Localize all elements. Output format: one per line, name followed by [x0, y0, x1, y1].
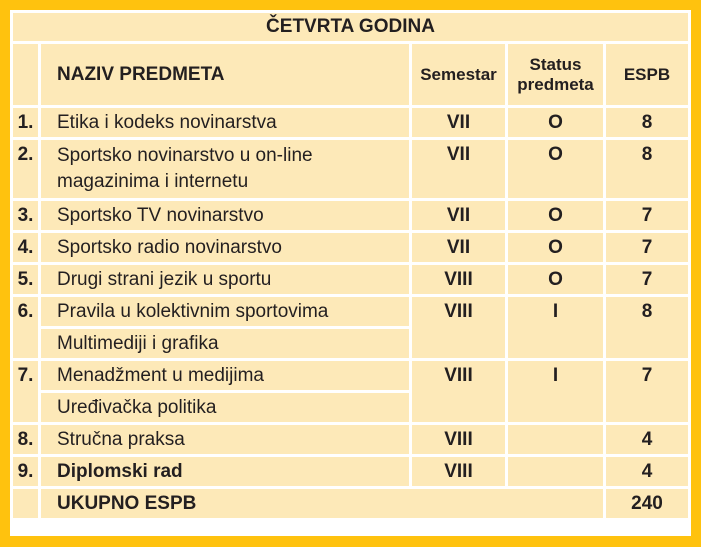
table-row	[13, 265, 688, 294]
table-row	[13, 457, 688, 486]
status-value	[508, 457, 603, 486]
header-status	[508, 44, 603, 105]
total-value: 240	[606, 489, 688, 518]
status-value: O	[508, 233, 603, 262]
subject-name: Drugi strani jezik u sportu	[41, 265, 409, 294]
subject-name: Menadžment u medijima	[41, 361, 409, 390]
semester-value: VIII	[412, 457, 505, 486]
total-num-cell	[13, 489, 38, 518]
curriculum-table-frame	[10, 10, 691, 536]
table-row	[13, 361, 688, 390]
semester-value: VII	[412, 201, 505, 230]
header-status-line1: Status	[529, 54, 582, 74]
espb-value: 4	[606, 425, 688, 454]
semester-value: VII	[412, 140, 505, 198]
table-row	[13, 233, 688, 262]
status-value: I	[508, 297, 603, 358]
status-value: I	[508, 361, 603, 422]
subject-name: Uređivačka politika	[41, 393, 409, 422]
total-label: UKUPNO ESPB	[41, 489, 603, 518]
row-number: 5.	[13, 265, 38, 294]
row-number: 2.	[13, 140, 38, 198]
header-num-cell	[13, 44, 38, 105]
semester-value: VII	[412, 108, 505, 137]
row-number: 9.	[13, 457, 38, 486]
subject-name: Pravila u kolektivnim sportovima	[41, 297, 409, 326]
row-number: 7.	[13, 361, 38, 422]
subject-name: Sportsko TV novinarstvo	[41, 201, 409, 230]
row-number: 6.	[13, 297, 38, 358]
table-row	[13, 140, 688, 198]
table-row	[13, 108, 688, 137]
header-subject-name: NAZIV PREDMETA	[41, 44, 409, 105]
subject-name: Etika i kodeks novinarstva	[41, 108, 409, 137]
espb-value: 7	[606, 233, 688, 262]
semester-value: VIII	[412, 361, 505, 422]
header-semester: Semestar	[412, 44, 505, 105]
table-row	[13, 425, 688, 454]
espb-value: 7	[606, 201, 688, 230]
semester-value: VIII	[412, 297, 505, 358]
row-number: 4.	[13, 233, 38, 262]
espb-value: 8	[606, 297, 688, 358]
table-row	[13, 297, 688, 326]
subject-name: Diplomski rad	[41, 457, 409, 486]
row-number: 3.	[13, 201, 38, 230]
status-value	[508, 425, 603, 454]
table-row	[13, 201, 688, 230]
espb-value: 4	[606, 457, 688, 486]
subject-name: Sportsko radio novinarstvo	[41, 233, 409, 262]
table-title: ČETVRTA GODINA	[13, 13, 688, 41]
total-row	[13, 489, 688, 518]
status-value: O	[508, 140, 603, 198]
espb-value: 7	[606, 265, 688, 294]
status-value: O	[508, 265, 603, 294]
subject-name	[41, 140, 409, 198]
subject-name: Stručna praksa	[41, 425, 409, 454]
curriculum-table	[10, 10, 691, 521]
espb-value: 7	[606, 361, 688, 422]
semester-value: VIII	[412, 265, 505, 294]
semester-value: VIII	[412, 425, 505, 454]
header-status-line2: predmeta	[517, 74, 594, 94]
status-value: O	[508, 108, 603, 137]
subject-name: Multimediji i grafika	[41, 329, 409, 358]
status-value: O	[508, 201, 603, 230]
row-number: 1.	[13, 108, 38, 137]
subject-name-line1: Sportsko novinarstvo u on-line	[57, 145, 313, 166]
espb-value: 8	[606, 140, 688, 198]
subject-name-line2: magazinima i internetu	[57, 171, 249, 192]
row-number: 8.	[13, 425, 38, 454]
espb-value: 8	[606, 108, 688, 137]
header-espb: ESPB	[606, 44, 688, 105]
semester-value: VII	[412, 233, 505, 262]
